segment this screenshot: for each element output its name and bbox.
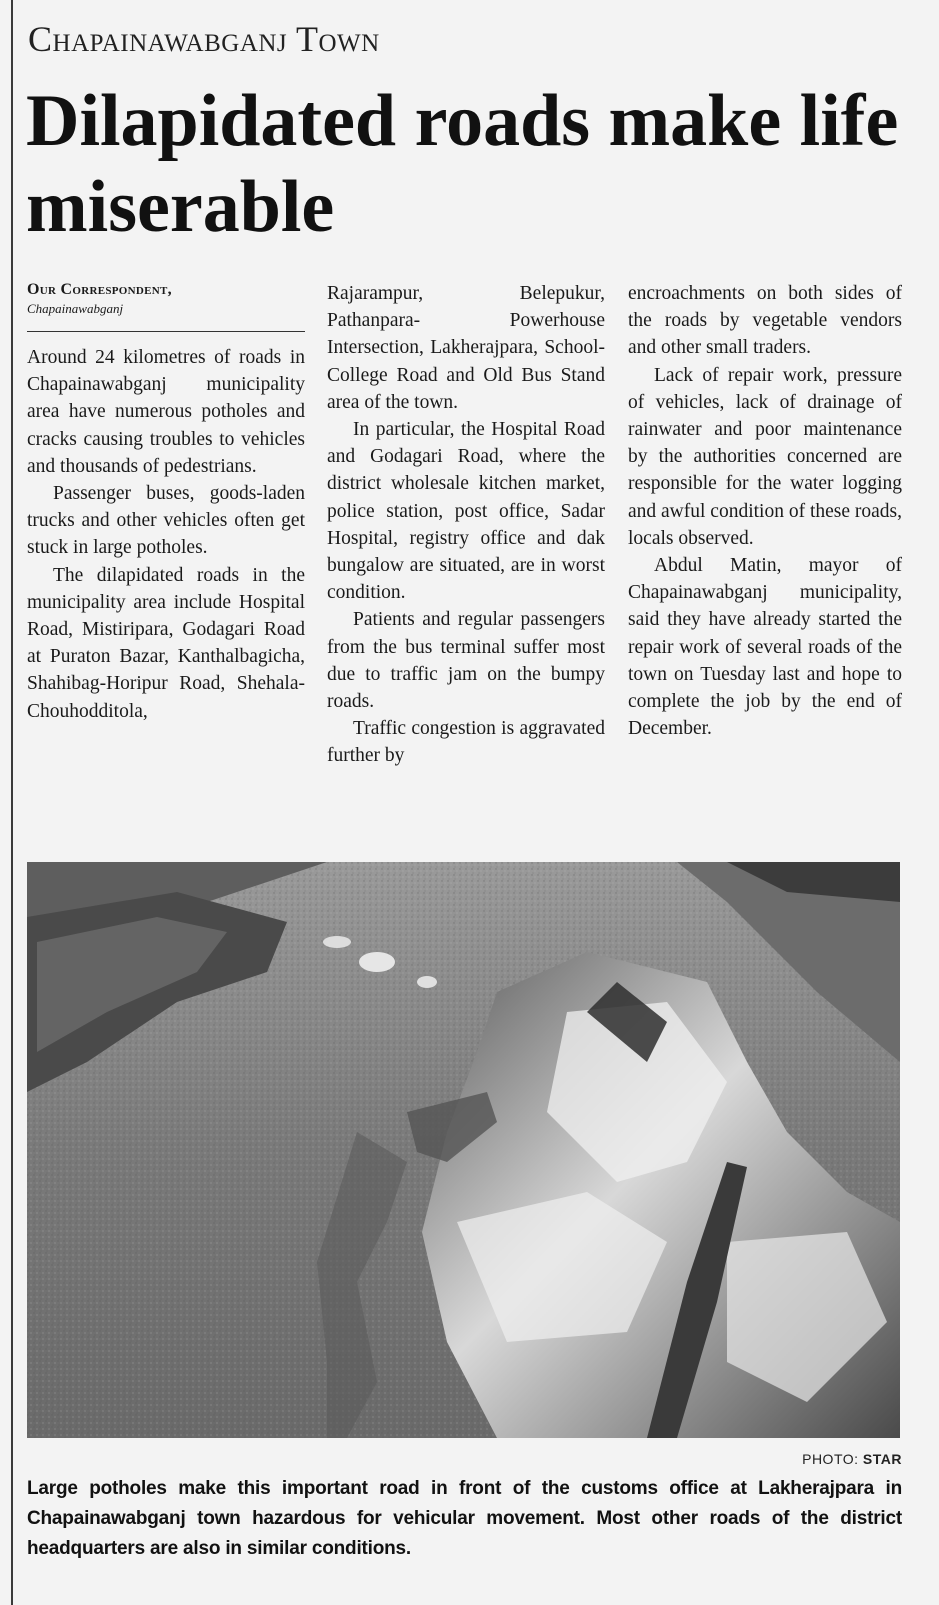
photo-caption: Large potholes make this important road in front of the customs office at Lakherajpara in Chapainawabganj town hazardous for vehicular movement. Most other roads of the district headquarters are also in similar conditions. — [27, 1478, 902, 1559]
article-column-1 — [27, 280, 305, 725]
byline-place: Chapainawabganj — [27, 301, 124, 316]
byline-name: Our Correspondent, — [27, 281, 172, 298]
paragraph: The dilapidated roads in the municipality area include Hospital Road, Mistiripara, Godagari Road at Puraton Bazar, Kanthalbagicha, Shahibag-Horipur Road, Shehala-Chouhodditola, — [27, 564, 305, 722]
article-headline: Dilapidated roads make life miserable — [26, 80, 899, 248]
paragraph: Lack of repair work, pressure of vehicles, lack of drainage of rainwater and poor maintenance by the authorities concerned are responsible for the water logging and awful condition of these roads, locals observed. — [628, 364, 903, 549]
page-column-rule — [11, 0, 13, 1605]
paragraph: Abdul Matin, mayor of Chapainawabganj municipality, said they have already started the repair work of several roads of the town on Tuesday last and hope to complete the job by the end of December. — [628, 555, 902, 740]
paragraph: Rajarampur, Belepukur, Pathanpara- Powerhouse Intersection, Lakherajpara, School- College Road and Old Bus Stand area of the town. — [327, 283, 605, 413]
paragraph: Around 24 kilometres of roads in Chapainawabganj municipality area have numerous potholes and cracks causing troubles to vehicles and thousands of pedestrians. — [27, 347, 305, 477]
byline-divider — [27, 331, 305, 332]
section-kicker: Chapainawabganj Town — [28, 19, 380, 59]
paragraph: encroachments on both sides of the roads by vegetable vendors and other small traders. — [628, 283, 902, 359]
paragraph: In particular, the Hospital Road and Godagari Road, where the district wholesale kitchen market, police station, post office, Sadar Hospital, registry office and dak bungalow are situated, are in worst condition. — [327, 419, 605, 604]
article-column-3 — [628, 280, 902, 742]
paragraph: Passenger buses, goods-laden trucks and other vehicles often get stuck in large potholes. — [27, 483, 305, 559]
paragraph: Traffic congestion is aggravated further by — [327, 718, 605, 767]
article-column-2 — [327, 280, 605, 770]
photo-credit: PHOTO: STAR — [802, 1451, 902, 1467]
article-photo-road-potholes — [27, 862, 900, 1438]
paragraph: Patients and regular passengers from the bus terminal suffer most due to traffic jam on the bumpy roads. — [327, 609, 605, 713]
